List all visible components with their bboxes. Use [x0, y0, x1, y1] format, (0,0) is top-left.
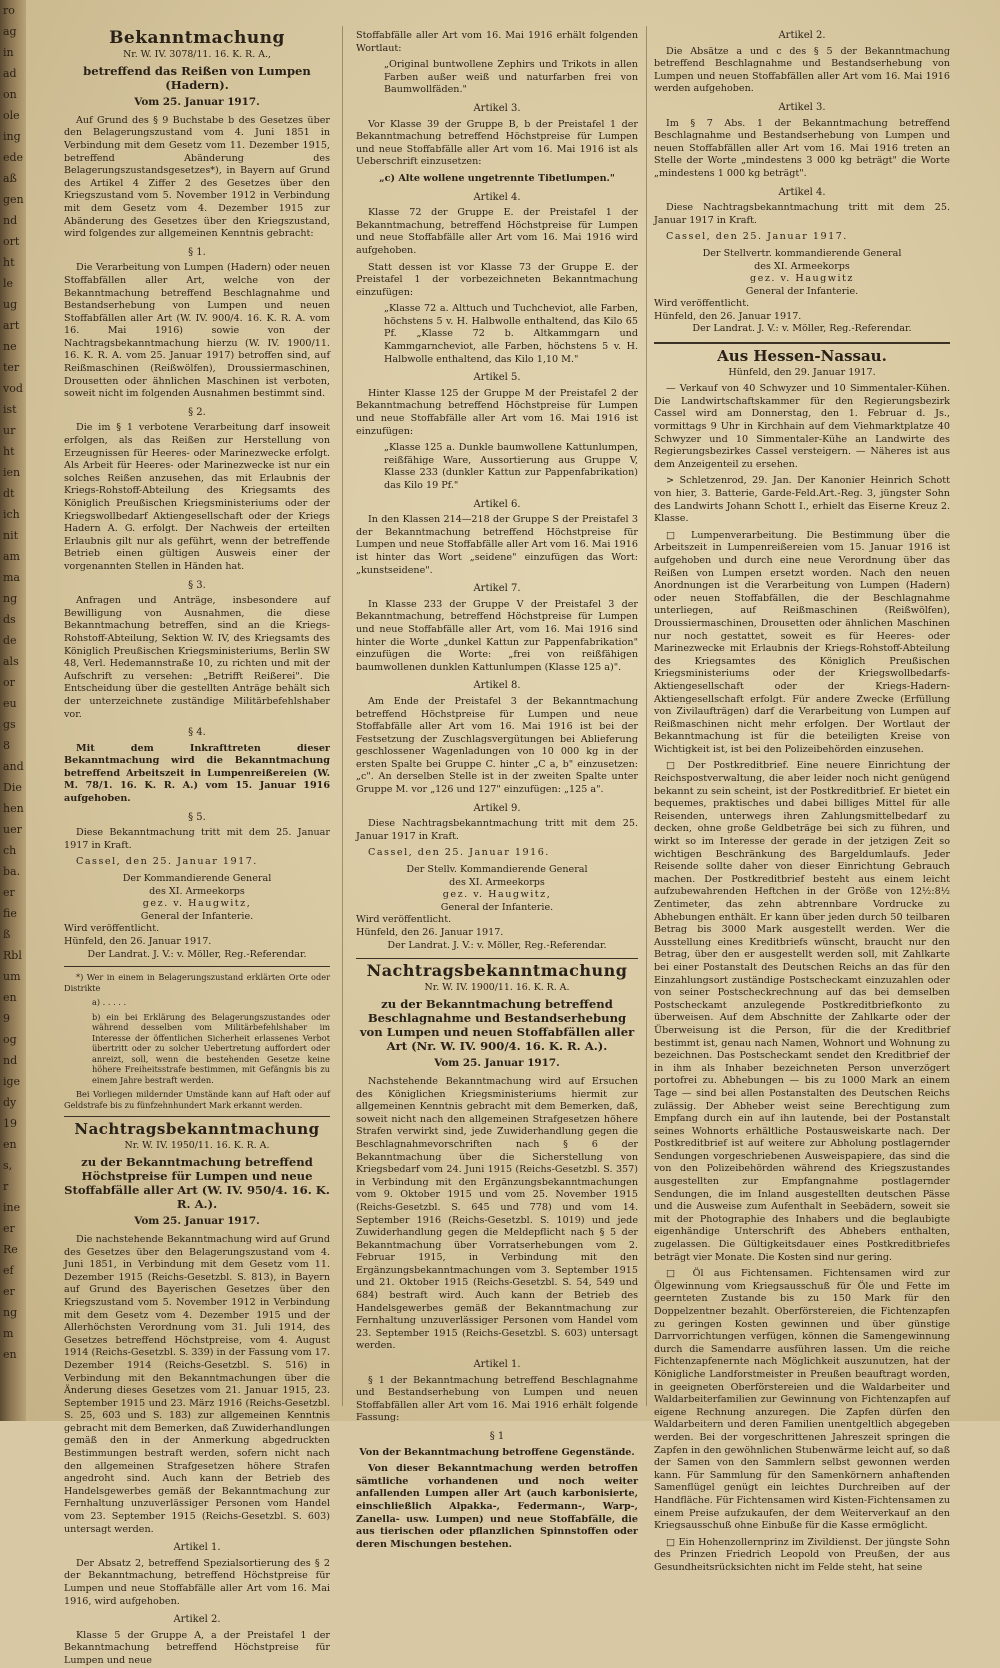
gutter-fragment: 8 — [3, 739, 10, 752]
gutter-fragment: ma — [3, 571, 20, 584]
supplement-date: Vom 25. Januar 1917. — [434, 1057, 560, 1070]
section-label: § 1 — [489, 1431, 505, 1442]
gutter-fragment: gs — [3, 718, 16, 731]
gutter-fragment: en — [3, 991, 17, 1004]
gutter-fragment: 9 — [3, 1012, 10, 1025]
article-text: Im § 7 Abs. 1 der Bekanntmachung betreffend Beschlagnahme und Bestandserhebung von Lumpen und neuen Stoffabfällen aller Art vom 16. Mai 1916 treten an Stelle der Worte „mindestens 3 000 kg beträgt" die Worte „mindestens 1 000 kg beträgt". — [654, 117, 950, 179]
gutter-fragment: and — [3, 760, 24, 773]
dateline: Hünfeld, den 29. Januar 1917. — [728, 366, 876, 378]
gutter-fragment: er — [3, 886, 15, 899]
footnote: a) . . . . . — [92, 997, 127, 1008]
article-label: Artikel 7. — [473, 583, 521, 595]
article-text: In Klasse 233 der Gruppe V der Preistafel 3 der Bekanntmachung, betreffend Höchstpreise für Lumpen und neue Stoffabfälle aller Art, vom 16. Mai 1916 sind hinter die Worte „dunkel Kattun zur Pappenfabrikation" einzufügen die Worte: „frei von reißfähigen baumwollenen dunklen Kattunlumpen (Klasse 125 a)". — [356, 598, 638, 673]
article-text: § 1 der Bekanntmachung betreffend Beschlagnahme und Bestandserhebung von Lumpen und neuen Stoffabfällen aller Art vom 16. Mai 1916 erhält folgende Fassung: — [356, 1374, 638, 1424]
supplement-intro: Nachstehende Bekanntmachung wird auf Ersuchen des Königlichen Kriegsministeriums hiermit zur allgemeinen Kenntnis gebracht mit dem Bemerken, daß, soweit nicht nach den allgemeinen Strafgesetzen höhere Strafen verwirkt sind, jede Zuwiderhandlung gegen die Beschlagnahmevorschriften nach § 6 der Bekanntmachung über die Sicherstellung von Kriegsbedarf vom 24. Juni 1915 (Reichs-Gesetzbl. S. 357) in Verbindung mit den Ergänzungsbekanntmachungen vom 9. Oktober 1915 und vom 25. November 1915 (Reichs-Gesetzbl. S. 645 und 778) und vom 14. September 1916 (Reichs-Gesetzbl. S. 1019) und jede Zuwiderhandlung gegen die Meldepflicht nach § 5 der Bekanntmachung über Vorratserhebungen vom 2. Februar 1915, in Verbindung mit den Ergänzungsbekanntmachungen vom 3. September 1915 und 21. Oktober 1915 (Reichs-Gesetzbl. S. 54, 549 und 684) bestraft wird. Auch kann der Betrieb des Handelsgewerbes gemäß der Bekanntmachung zur Fernhaltung unzuverlässiger Personen vom Handel vom 23. September 1915 (Reichs-Gesetzbl. S. 603) untersagt werden. — [356, 1075, 638, 1352]
signature-line: des XI. Armeekorps — [754, 260, 850, 272]
article-label: Artikel 3. — [473, 102, 521, 114]
gutter-fragment: nd — [3, 214, 18, 227]
section-rule — [64, 1116, 330, 1117]
adjacent-page-gutter — [0, 0, 26, 1421]
section-label: § 3. — [188, 579, 206, 591]
article-quote: „Klasse 72 a. Alttuch und Tuchcheviot, alle Farben, höchstens 5 v. H. Halbwolle enthaltend, das Kilo 65 Pf. „Klasse 72 b. Altkammgarn und Kammgarncheviot, alle Farben, höchstens 5 v. H. Halbwolle enthaltend, das Kilo 1,10 M." — [384, 303, 638, 365]
notice-ref: Nr. W. IV. 3078/11. 16. K. R. A., — [123, 48, 271, 60]
gutter-fragment: r — [3, 1180, 9, 1193]
gutter-fragment: on — [3, 88, 17, 101]
article-label: Artikel 2. — [173, 1614, 221, 1626]
gutter-fragment: de — [3, 634, 17, 647]
gutter-fragment: ba. — [3, 865, 21, 878]
signature-place: Cassel, den 25. Januar 1917. — [666, 231, 848, 243]
article-text: Stoffabfälle aller Art vom 16. Mai 1916 erhält folgenden Wortlaut: — [356, 30, 638, 54]
article-text: Statt dessen ist vor Klasse 73 der Gruppe E. der Preistafel 1 der vorbezeichneten Bekanntmachung einzufügen: — [356, 261, 638, 298]
gutter-fragment: ht — [3, 445, 15, 458]
section-text: Von dieser Bekanntmachung werden betroffen sämtliche vorhandenen und noch weiter anfallenden Lumpen aller Art (auch karbonisierte, einschließlich Alpakka-, Federmann-, Warp-, Zanella- usw. Lumpen) und neue Stoffabfälle, die aus tierischen oder pflanzlichen Spinnstoffen oder deren Mischungen bestehen. — [356, 1463, 638, 1550]
signature-line: Der Stellv. Kommandierende General — [406, 864, 588, 876]
publication-signature: Der Landrat. J. V.: v. Möller, Reg.-Referendar. — [87, 948, 307, 960]
article-quote: „c) Alte wollene ungetrennte Tibetlumpen." — [379, 172, 615, 184]
supplement-intro: Die nachstehende Bekanntmachung wird auf Grund des Gesetzes über den Belagerungszustand vom 4. Juni 1851, in Verbindung mit dem Gesetz vom 11. Dezember 1915 (Reichs-Gesetzbl. S. 813), in Bayern auf Grund des Bayerischen Gesetzes über den Kriegszustand vom 5. November 1912 in Verbindung mit dem Gesetz vom 4. Dezember 1915 und der Allerhöchsten Verordnung vom 31. Juli 1914, des Gesetzes betreffend Höchstpreise, vom 4. August 1914 (Reichs-Gesetzbl. S. 339) in der Fassung vom 17. Dezember 1914 (Reichs-Gesetzbl. S. 516) in Verbindung mit den Bekanntmachungen über die Änderung dieses Gesetzes vom 21. Januar 1915, 23. September 1915 und 23. März 1916 (Reichs-Gesetzbl. S. 25, 603 und S. 183) zur allgemeinen Kenntnis gebracht mit dem Bemerken, daß Zuwiderhandlungen gemäß den in der Anmerkung abgedruckten Bestimmungen bestraft werden, sofern nicht nach den allgemeinen Strafgesetzen höhere Strafen angedroht sind. Auch kann der Betrieb des Handelsgewerbes gemäß der Bekanntmachung zur Fernhaltung unzuverlässiger Personen vom Handel vom 23. September 1915 (Reichs-Gesetzbl. S. 603) untersagt werden. — [64, 1233, 330, 1535]
gutter-fragment: hen — [3, 802, 24, 815]
article-label: Artikel 4. — [778, 186, 826, 198]
column-2 — [356, 30, 638, 1550]
gutter-fragment: ne — [3, 340, 17, 353]
gutter-fragment: ng — [3, 1306, 18, 1319]
article-label: Artikel 3. — [778, 101, 826, 113]
gutter-fragment: ag — [3, 25, 17, 38]
publication-place: Hünfeld, den 26. Januar 1917. — [654, 310, 802, 322]
article-label: Artikel 4. — [473, 191, 521, 203]
regional-news-heading: Aus Hessen-Nassau. — [717, 347, 887, 366]
article-label: Artikel 1. — [473, 1359, 521, 1371]
supplement-subject: zu der Bekanntmachung betreffend Beschlagnahme und Bestandserhebung von Lumpen und neuen Stoffabfällen aller Art (Nr. W. IV. 900/4. 16. K. R. A.). — [359, 997, 635, 1054]
article-text: Die Absätze a und c des § 5 der Bekanntmachung betreffend Beschlagnahme und Bestandserhebung von Lumpen und neuen Stoffabfällen aller Art vom 16. Mai 1916 werden aufgehoben. — [654, 45, 950, 95]
gutter-fragment: vod — [3, 382, 23, 395]
publication-place: Hünfeld, den 26. Januar 1917. — [64, 936, 212, 947]
gutter-fragment: als — [3, 655, 19, 668]
gutter-fragment: fie — [3, 907, 17, 920]
column-divider — [646, 26, 647, 1406]
section-label: § 4. — [188, 727, 206, 739]
article-quote: „Original buntwollene Zephirs und Trikots in allen Farben außer weiß und naturfarben frei von Baumwollfäden." — [384, 59, 638, 96]
signature-line: General der Infanterie. — [745, 285, 859, 297]
signature-line: des XI. Armeekorps — [449, 876, 545, 888]
signature-place: Cassel, den 25. Januar 1917. — [76, 856, 258, 868]
section-heading: Von der Bekanntmachung betroffene Gegenstände. — [359, 1446, 635, 1458]
article-text: Klasse 72 der Gruppe E. der Preistafel 1 der Bekanntmachung, betreffend Höchstpreise für Lumpen und neue Stoffabfälle aller Art vom 16. Mai 1916 wird aufgehoben. — [356, 207, 638, 256]
signature-line: des XI. Armeekorps — [149, 885, 245, 897]
notice-title: Bekanntmachung — [109, 28, 285, 48]
column-1 — [64, 28, 330, 1666]
article-label: Artikel 2. — [778, 30, 826, 41]
supplement-ref: Nr. W. IV. 1950/11. 16. K. R. A. — [124, 1139, 270, 1151]
gutter-fragment: gen — [3, 193, 24, 206]
gutter-fragment: ur — [3, 424, 16, 437]
gutter-fragment: art — [3, 319, 20, 332]
supplement-date: Vom 25. Januar 1917. — [134, 1215, 260, 1228]
gutter-fragment: ige — [3, 1075, 21, 1088]
gutter-fragment: ds — [3, 613, 16, 626]
news-item: □ Lumpenverarbeitung. Die Bestimmung über die Arbeitszeit in Lumpenreißereien vom 15. Januar 1916 ist aufgehoben und durch eine neue Verordnung über das Reißen von Lumpen ersetzt worden. Nach den neuen Anordnungen ist die Verarbeitung von Lumpen (Hadern) oder neuen Stoffabfällen, die der Beschlagnahme unterliegen, auf Reißmaschinen (Reißwölfen), Droussiermaschinen, Drousetten oder ähnlichen Maschinen nur noch gestattet, soweit es für Heeres- oder Marinezwecke mit Erlaubnis der Kriegs-Rohstoff-Abteilung des Kriegsamtes des Königlich Preußischen Kriegsministeriums oder der Kriegswollbedarfs-Aktiengesellschaft oder der Kriegs-Hadern-Aktiengesellschaft erfolgt. Für andere Zwecke (Erfüllung von Zivilaufträgen) darf die Verarbeitung von Lumpen auf Reißmaschinen nicht mehr erfolgen. Der Wortlaut der Bekanntmachung ist für die beteiligten Kreise von Wichtigkeit ist, ist bei den Polizeibehörden einzusehen. — [654, 529, 950, 755]
news-item: □ Öl aus Fichtensamen. Fichtensamen wird zur Ölgewinnung vom Kriegsausschuß für Öle und Fette im geernteten Zustande bis zu 150 Mark für den Doppelzentner bezahlt. Oberförstereien, die Fichtenzapfen zu geringen Kosten gewinnen und über günstige Darrvorrichtungen verfügen, können die Samengewinnung durch die Samendarre ausführen lassen. Um die reiche Fichtenzapfenernte nach Möglichkeit auszunutzen, hat der Königliche Landforstmeister in Preußen beauftragt worden, in geeigneten Oberförstereien und die Waldarbeiter und Waldarbeiterfamilien zur Gewinnung von Fichtenzapfen auf eigene Rechnung anzuregen. Die Zapfen dürfen den Waldarbeitern und deren Familien unentgeltlich abgegeben werden. Bei der vorgeschrittenen Jahreszeit springen die Zapfen in den gewöhnlichen Stubenwärme leicht auf, so daß der Samen von den Sammlern selbst gewonnen werden kann. Für Sammlung für den Samenkörnern anhaftenden Samenflügel genügt ein leichtes Durchreiben auf der Handfläche. Für Fichtensamen wird Kisten-Fichtensamen zu einem Preise aufzukaufen, der dem Weiterverkauf an den Kriegsausschuß ohne Einbuße für die Kasse ermöglicht. — [654, 1268, 950, 1532]
signature-line: Der Stellvertr. kommandierende General — [702, 247, 902, 259]
supplement-title: Nachtragsbekanntmachung — [366, 961, 628, 981]
column-divider — [342, 26, 343, 1406]
gutter-fragment: ine — [3, 1201, 21, 1214]
article-text: In den Klassen 214—218 der Gruppe S der Preistafel 3 der Bekanntmachung betreffend Höchstpreise für Lumpen und neue Stoffabfälle aller Art vom 16. Mai 1916 ist hinter das Wort „seidene" einzufügen das Wort: „kunstseidene". — [356, 514, 638, 576]
article-text: Hinter Klasse 125 der Gruppe M der Preistafel 2 der Bekanntmachung betreffend Höchstpreise für Lumpen und neue Stoffabfälle aller Art vom 16. Mai 1916 ist einzufügen: — [356, 387, 638, 437]
article-text: Diese Nachtragsbekanntmachung tritt mit dem 25. Januar 1917 in Kraft. — [654, 202, 950, 226]
gutter-fragment: am — [3, 550, 20, 563]
article-label: Artikel 1. — [173, 1542, 221, 1554]
gutter-fragment: or — [3, 676, 15, 689]
signature-place: Cassel, den 25. Januar 1916. — [368, 847, 550, 859]
publication-note: Wird veröffentlicht. — [64, 923, 160, 935]
section-text: Anfragen und Anträge, insbesondere auf Bewilligung von Ausnahmen, die diese Bekanntmachung betreffen, sind an die Kriegs-Rohstoff-Abteilung, Sektion W. IV, des Kriegsamts des Königlich Preußischen Kriegsministeriums, Berlin SW 48, Verl. Hedemannstraße 10, zu richten und mit der Aufschrift zu versehen: „Betrifft Reißerei". Die Entscheidung über die gestellten Anträge behält sich der unterzeichnete zuständige Militärbefehlshaber vor. — [64, 595, 330, 720]
gutter-fragment: ef — [3, 1264, 14, 1277]
gutter-fragment: ing — [3, 130, 21, 143]
article-text: Diese Nachtragsbekanntmachung tritt mit dem 25. Januar 1917 in Kraft. — [356, 818, 638, 842]
signature-line: Der Kommandierende General — [122, 873, 272, 885]
gutter-fragment: dy — [3, 1096, 17, 1109]
gutter-fragment: en — [3, 1138, 17, 1151]
publication-signature: Der Landrat. J. V.: v. Möller, Reg.-Referendar. — [387, 939, 607, 951]
article-quote: „Klasse 125 a. Dunkle baumwollene Kattunlumpen, reißfähige Ware, Aussortierung aus Gruppe V, Klasse 233 (dunkler Kattun zur Pappenfabrikation) das Kilo 19 Pf." — [384, 442, 638, 491]
gutter-fragment: ich — [3, 508, 20, 521]
news-item: — Verkauf von 40 Schwyzer und 10 Simmentaler-Kühen. Die Landwirtschaftskammer für den Regierungsbezirk Cassel wird am Donnerstag, den 1. Februar d. Js., vormittags 9 Uhr in Kirchhain auf dem Viehmarktplatze 40 Schwyzer und 10 Simmentaler-Kühe an Landwirte des Regierungsbezirkes Cassel versteigern. — Näheres ist aus dem Anzeigenteil zu ersehen. — [654, 383, 950, 470]
gutter-fragment: Die — [3, 781, 22, 794]
gutter-fragment: ien — [3, 466, 21, 479]
gutter-fragment: er — [3, 1222, 15, 1235]
gutter-fragment: og — [3, 1033, 17, 1046]
section-text: Die Verarbeitung von Lumpen (Hadern) oder neuen Stoffabfällen aller Art, welche von der Bekanntmachung betreffend Beschlagnahme und Bestandserhebung von Lumpen und neuen Stoffabfällen aller Art (W. IV. 900/4. 16. K. R. A. vom 16. Mai 1916) sowie von der Nachtragsbekanntmachung hierzu (W. IV. 1900/11. 16. K. R. A. vom 25. Januar 1917) betroffen sind, auf Reißmaschinen (Reißwölfen), Droussiermaschinen, Drousetten oder ähnlichen Maschinen ist verboten, soweit nicht im folgenden Ausnahmen bestimmt sind. — [64, 262, 330, 400]
gutter-fragment: nd — [3, 1054, 18, 1067]
signature-line: gez. v. Haugwitz, — [142, 898, 252, 910]
section-text: Diese Bekanntmachung tritt mit dem 25. Januar 1917 in Kraft. — [64, 827, 330, 851]
gutter-fragment: eu — [3, 697, 17, 710]
gutter-fragment: ng — [3, 592, 18, 605]
article-label: Artikel 6. — [473, 498, 521, 510]
article-text: Der Absatz 2, betreffend Spezialsortierung des § 2 der Bekanntmachung, betreffend Höchstpreise für Lumpen und neue Stoffabfälle aller Art vom 16. Mai 1916, wird aufgehoben. — [64, 1557, 330, 1607]
gutter-fragment: ole — [3, 109, 20, 122]
section-text: Mit dem Inkrafttreten dieser Bekanntmachung wird die Bekanntmachung betreffend Arbeitszeit in Lumpenreißereien (W. M. 78/1. 16. K. R. A.) vom 15. Januar 1916 aufgehoben. — [64, 742, 330, 805]
section-label: § 1. — [188, 246, 206, 258]
publication-place: Hünfeld, den 26. Januar 1917. — [356, 927, 504, 938]
gutter-fragment: ort — [3, 235, 20, 248]
gutter-fragment: um — [3, 970, 21, 983]
gutter-fragment: in — [3, 46, 14, 59]
gutter-fragment: Rbl — [3, 949, 22, 962]
publication-signature: Der Landrat. J. V.: v. Möller, Reg.-Referendar. — [692, 323, 912, 335]
gutter-fragment: ede — [3, 151, 24, 164]
footnote: b) ein bei Erklärung des Belagerungszustandes oder während desselben vom Militärbefehlshaber im Interesse der öffentlichen Sicherheit erlassenes Verbot übertritt oder zu solcher Uebertretung auffordert oder anreizt, soll, wenn die bestehenden Gesetze keine höhere Freiheitsstrafe bestimmen, mit Gefängnis bis zu einem Jahre bestraft werden. — [92, 1011, 330, 1085]
section-rule — [356, 958, 638, 959]
signature-line: General der Infanterie. — [440, 901, 554, 913]
gutter-fragment: nit — [3, 529, 19, 542]
news-item: □ Der Postkreditbrief. Eine neuere Einrichtung der Reichspostverwaltung, die aber leider noch nicht genügend bekannt zu sein scheint, ist der Postkreditbrief. Er bietet ein bequemes, praktisches und dabei billiges Mittel für alle Reisenden, unterwegs ihren Zahlungsmittelbedarf zu decken, ohne große Geldbeträge bei sich zu führen, und wirkt so im Interesse der gerade in der jetzigen Zeit so wichtigen Beschränkung des Bargeldumlaufs. Jeder Reisende sollte daher von dieser Einrichtung Gebrauch machen. Der Postkreditbrief besteht aus einem leicht aufzubewahrenden Heftchen in der Größe von 12½:8½ Zentimeter, das zehn abtrennbare Vordrucke zu Abhebungen enthält. Er kann über jeden durch 50 teilbaren Betrag bis 3000 Mark ausgestellt werden. Wer die Ausstellung eines Kreditbriefs wünscht, braucht nur den Betrag, über den er ausgestellt werden soll, mit Zahlkarte bei einer Postanstalt des Deutschen Reichs an das für den Einzahlungsort zuständige Postscheckamt einzuzahlen oder von seiner Postscheckrechnung auf das bei demselben Postscheckamt anzulegende Postkreditbriefkonto zu überweisen. Auf dem Abschnitte der Zahlkarte oder der Überweisung ist die Person, für die der Kreditbrief bestimmt ist, genau nach Namen, Wohnort und Wohnung zu bezeichnen. Das Postscheckamt sendet den Kreditbrief der in ihm als Inhaber bezeichneten Person unverzögert portofrei zu. Abhebungen — bis zu 1000 Mark an einem Tage — sind bei allen Postanstalten des Deutschen Reichs zulässig. Der Abheber weist seine Berechtigung zum Empfang durch ein auf ihn lautende, bei der Postanstalt seines Wohnorts erhältliche Postausweiskarte nach. Der Postkreditbrief ist auf weitere zur Abholung postlagernder Sendungen vorgeschriebenen Ausweispapiere, das sind die von den Polizeibehörden während des Kriegszustandes ausgestellten zur Empfangnahme postlagernder Sendungen, die im Inland ausgestellten deutschen Pässe und die Ausweise zum Aufenthalt in Seebädern, soweit sie mit der Photographie des Inhabers und die beglaubigte eigenhändige Unterschrift des Abhebers enthalten, zugelassen. Die Gültigkeitsdauer eines Postkreditbriefes beträgt vier Monate. Die Kosten sind nur gering. — [654, 760, 950, 1263]
gutter-fragment: ß — [3, 928, 11, 941]
section-rule — [654, 342, 950, 344]
gutter-fragment: ug — [3, 298, 18, 311]
publication-note: Wird veröffentlicht. — [654, 298, 750, 310]
gutter-fragment: er — [3, 1285, 15, 1298]
gutter-fragment: ro — [3, 4, 15, 17]
section-text: Die im § 1 verbotene Verarbeitung darf insoweit erfolgen, als das Reißen zur Herstellung von Erzeugnissen für Heeres- oder Marinezwecke erfolgt. Als Arbeit für Heeres- oder Marinezwecke ist nur ein solches Reißen anzusehen, das mit Erlaubnis der Kriegs-Rohstoff-Abteilung des Kriegsamts des Königlich Preußischen Kriegsministeriums oder der Kriegswollbedarf Aktiengesellschaft oder der Kriegs Hadern A. G. erfolgt. Der Nachweis der erteilten Erlaubnis gilt nur als geführt, wenn der betreffende Betrieb einen gültigen Ausweis einer der vorgenannten Stellen in Händen hat. — [64, 422, 330, 572]
supplement-title: Nachtragsbekanntmachung — [74, 1120, 320, 1139]
gutter-fragment: ter — [3, 361, 20, 374]
supplement-ref: Nr. W. IV. 1900/11. 16. K. R. A. — [424, 981, 570, 993]
gutter-fragment: ch — [3, 844, 17, 857]
section-label: § 5. — [188, 811, 206, 823]
news-item: □ Ein Hohenzollernprinz im Zivildienst. Der jüngste Sohn des Prinzen Friedrich Leopold von Preußen, der aus Gesundheitsrücksichten nicht im Felde steht, hat seine — [654, 1536, 950, 1573]
section-label: § 2. — [188, 406, 206, 418]
signature-line: gez. v. Haugwitz — [750, 273, 854, 285]
gutter-fragment: dt — [3, 487, 15, 500]
news-item: > Schletzenrod, 29. Jan. Der Kanonier Heinrich Schott von hier, 3. Batterie, Garde-Feld.Art.-Reg. 3, jüngster Sohn des Landwirts Johann Schott I., erhielt das Eiserne Kreuz 2. Klasse. — [654, 475, 950, 525]
gutter-fragment: m — [3, 1327, 14, 1340]
gutter-fragment: uer — [3, 823, 22, 836]
gutter-fragment: 19 — [3, 1117, 17, 1130]
gutter-fragment: s, — [3, 1159, 13, 1172]
article-label: Artikel 9. — [473, 802, 521, 814]
article-text: Am Ende der Preistafel 3 der Bekanntmachung betreffend Höchstpreise für Lumpen und neue Stoffabfälle aller Art vom 16. Mai 1916 ist bei der Festsetzung der Zuschlagsvergütungen bei Ablieferung geschlossener Wagenladungen von 10 000 kg in der ersten Spalte bei Gruppe C. hinter „C a, b" einzusetzen: „c". An derselben Stelle ist in der zweiten Spalte unter Gruppe M. vor „126 und 127" einzufügen: „125 a". — [356, 695, 638, 796]
notice-date: Vom 25. Januar 1917. — [134, 96, 260, 109]
supplement-subject: zu der Bekanntmachung betreffend Höchstpreise für Lumpen und neue Stoffabfälle aller Art (W. IV. 950/4. 16. K. R. A.). — [64, 1155, 330, 1212]
article-label: Artikel 8. — [473, 680, 521, 692]
column-3 — [654, 30, 950, 1573]
gutter-fragment: aß — [3, 172, 17, 185]
signature-line: gez. v. Haugwitz, — [442, 889, 552, 901]
gutter-fragment: Re — [3, 1243, 18, 1256]
article-label: Artikel 5. — [473, 372, 521, 384]
article-text: Vor Klasse 39 der Gruppe B, b der Preistafel 1 der Bekanntmachung betreffend Höchstpreise für Lumpen und neue Stoffabfälle aller Art vom 16. Mai 1916 ist als Ueberschrift einzusetzen: — [356, 118, 638, 168]
notice-subject: betreffend das Reißen von Lumpen (Hadern). — [83, 64, 311, 93]
footnote-rule — [64, 966, 330, 967]
notice-intro: Auf Grund des § 9 Buchstabe b des Gesetzes über den Belagerungszustand vom 4. Juni 1851 in Verbindung mit dem Gesetz vom 11. Dezember 1915, betreffend Abänderung des Belagerungszustandsgesetzes*), in Bayern auf Grund des Artikel 4 Ziffer 2 des Gesetzes über den Kriegszustand vom 5. November 1912 in Verbindung mit dem Gesetz vom 4. Dezember 1915 zur Abänderung des Gesetzes über den Kriegszustand, wird folgendes zur allgemeinen Kenntnis gebracht: — [64, 114, 330, 240]
publication-note: Wird veröffentlicht. — [356, 914, 452, 926]
footnote: *) Wer in einem in Belagerungszustand erklärten Orte oder Distrikte — [64, 972, 330, 993]
gutter-fragment: ad — [3, 67, 17, 80]
gutter-fragment: ist — [3, 403, 17, 416]
article-text: Klasse 5 der Gruppe A, a der Preistafel 1 der Bekanntmachung betreffend Höchstpreise für Lumpen und neue — [64, 1629, 330, 1666]
signature-line: General der Infanterie. — [140, 910, 254, 922]
gutter-fragment: ht — [3, 256, 15, 269]
gutter-fragment: le — [3, 277, 14, 290]
footnote: Bei Vorliegen mildernder Umstände kann auf Haft oder auf Geldstrafe bis zu fünfzehnhundert Mark erkannt werden. — [64, 1089, 330, 1110]
gutter-fragment: en — [3, 1348, 17, 1361]
